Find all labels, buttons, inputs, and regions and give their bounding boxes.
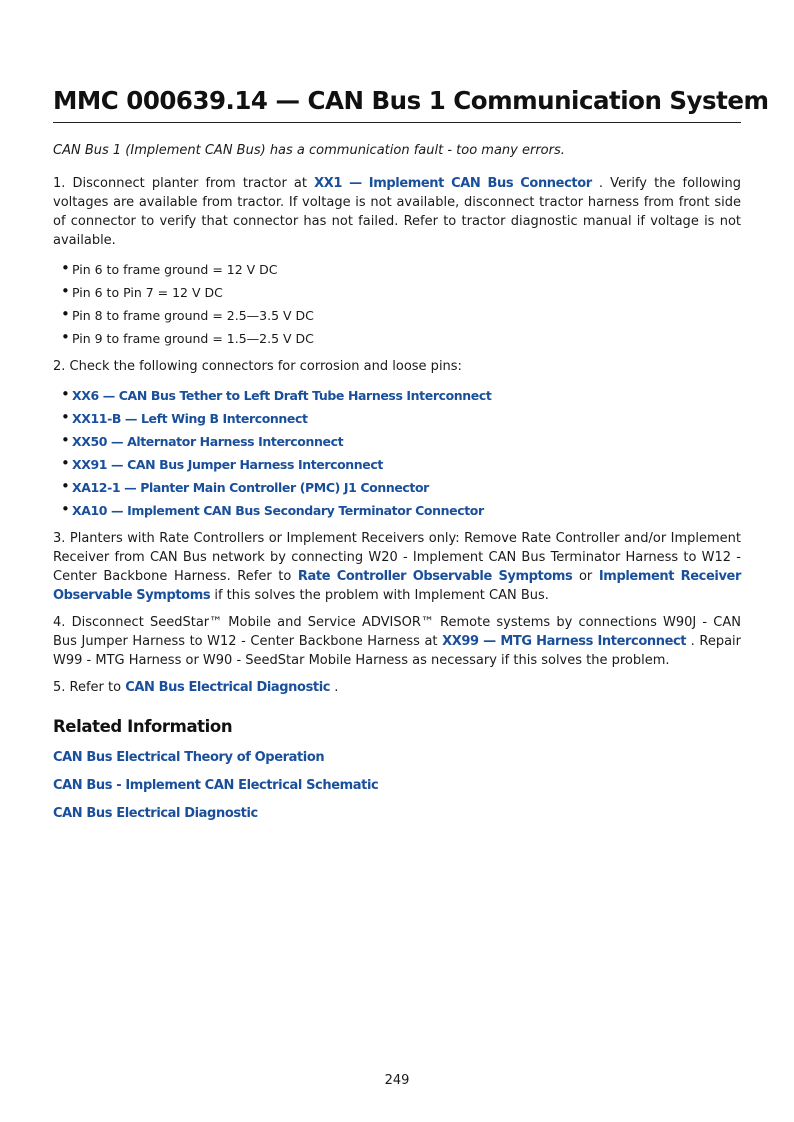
step-3-suffix: if this solves the problem with Implement CAN Bus.: [210, 588, 549, 603]
voltage-item: • Pin 6 to frame ground = 12 V DC: [61, 258, 741, 281]
link-xx11-b[interactable]: XX11-B — Left Wing B Interconnect: [72, 411, 308, 426]
link-rate-controller-symptoms[interactable]: Rate Controller Observable Symptoms: [297, 569, 573, 584]
link-xx99[interactable]: XX99 — MTG Harness Interconnect: [442, 634, 687, 649]
connector-item: [61, 453, 741, 476]
step-4-suffix: . Repair W99 - MTG Harness or W90 - SeedStar Mobile Harness as necessary if this solves the problem.: [53, 634, 741, 668]
voltage-item: • Pin 8 to frame ground = 2.5—3.5 V DC: [61, 304, 741, 327]
document-body: [53, 141, 741, 828]
step-4: [53, 613, 741, 670]
link-xa12-1[interactable]: XA12-1 — Planter Main Controller (PMC) J1 Connector: [72, 480, 429, 495]
link-xa10[interactable]: XA10 — Implement CAN Bus Secondary Terminator Connector: [72, 503, 484, 518]
step-1-suffix: . Verify the following voltages are available from tractor. If voltage is not available, disconnect tractor harness from front side of connector to verify that connector has not failed. Refer to tractor diagnostic manual if voltage is not available.: [53, 176, 741, 248]
connector-item: [61, 384, 741, 407]
step-3: [53, 529, 741, 605]
link-xx6[interactable]: XX6 — CAN Bus Tether to Left Draft Tube Harness Interconnect: [72, 388, 492, 403]
step-3-prefix: 3. Planters with Rate Controllers or Implement Receivers only: Remove Rate Controller and/or Implement Receiver from CAN Bus network by connecting W20 - Implement CAN Bus Terminator Harness to W12 - Center Backbone Harness. Refer to: [53, 531, 741, 584]
step-5-suffix: .: [330, 680, 339, 695]
voltage-list: [53, 258, 741, 350]
voltage-item: • Pin 9 to frame ground = 1.5—2.5 V DC: [61, 327, 741, 350]
page-number: 249: [384, 1073, 410, 1088]
step-2: 2. Check the following connectors for corrosion and loose pins:: [53, 359, 462, 374]
page-title: MMC 000639.14 — CAN Bus 1 Communication System: [53, 86, 769, 115]
related-link[interactable]: CAN Bus Electrical Diagnostic: [53, 806, 258, 821]
step-3-middle: or: [572, 569, 599, 584]
step-1: [53, 174, 741, 250]
related-heading: Related Information: [53, 717, 233, 736]
link-implement-receiver-symptoms[interactable]: Implement Receiver Observable Symptoms: [53, 569, 741, 603]
link-xx91[interactable]: XX91 — CAN Bus Jumper Harness Interconnect: [72, 457, 383, 472]
step-5-prefix: 5. Refer to: [53, 680, 126, 695]
voltage-item: • Pin 6 to Pin 7 = 12 V DC: [61, 281, 741, 304]
connector-item: [61, 476, 741, 499]
connector-list: [53, 384, 741, 522]
connector-item: [61, 499, 741, 522]
link-can-bus-diagnostic[interactable]: CAN Bus Electrical Diagnostic: [125, 680, 331, 695]
connector-item: [61, 430, 741, 453]
related-links: [53, 744, 741, 828]
connector-item: [61, 407, 741, 430]
link-xx50[interactable]: XX50 — Alternator Harness Interconnect: [72, 434, 344, 449]
title-divider: [53, 122, 741, 123]
link-xx1-connector[interactable]: XX1 — Implement CAN Bus Connector: [314, 176, 592, 191]
step-4-prefix: 4. Disconnect SeedStar™ Mobile and Service ADVISOR™ Remote systems by connections W90J - CAN Bus Jumper Harness to W12 - Center Backbone Harness at: [53, 615, 741, 649]
related-link[interactable]: CAN Bus - Implement CAN Electrical Schematic: [53, 778, 379, 793]
step-1-prefix: 1. Disconnect planter from tractor at: [53, 176, 315, 191]
intro-text: CAN Bus 1 (Implement CAN Bus) has a communication fault - too many errors.: [53, 143, 565, 158]
step-5: [53, 678, 741, 697]
related-link[interactable]: CAN Bus Electrical Theory of Operation: [53, 750, 325, 765]
